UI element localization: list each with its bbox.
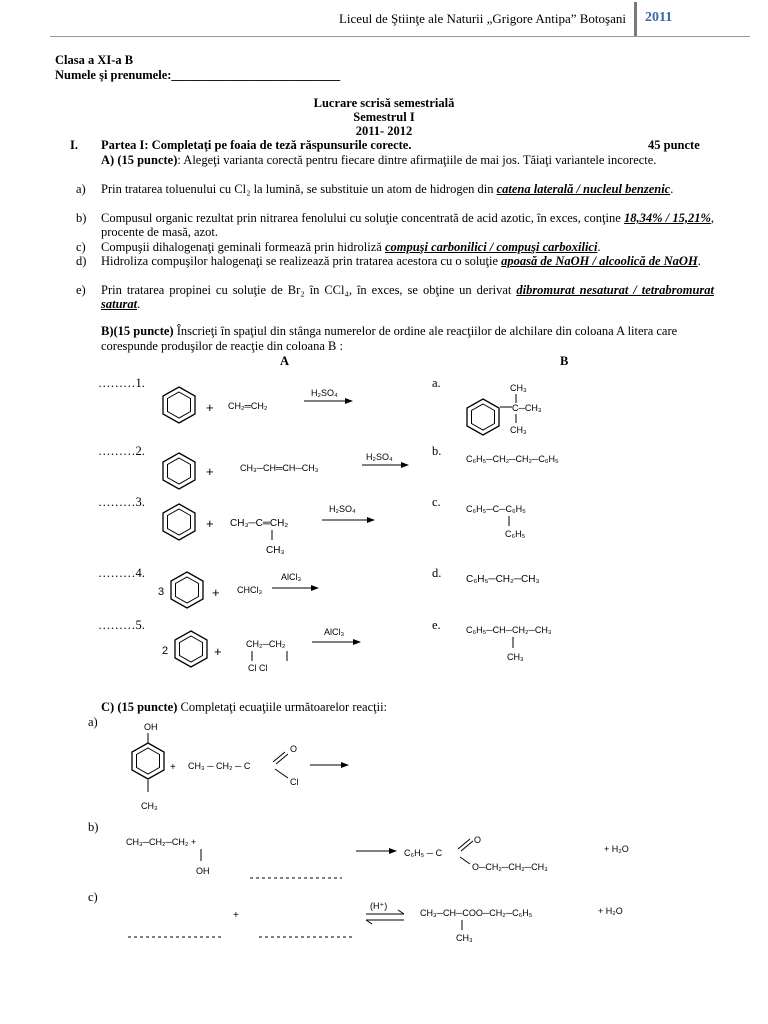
reaction-number: ………1. xyxy=(98,376,145,390)
catalyst-label: (H⁺) xyxy=(370,901,388,911)
reaction-number: ………2. xyxy=(98,444,145,458)
ester-product: CH₃─CH─COO─CH₂─C₆H₅ xyxy=(420,908,533,918)
column-b-header: B xyxy=(560,354,569,368)
reaction-number: ………4. xyxy=(98,566,145,580)
section-a-label: A) (15 puncte) xyxy=(101,153,178,167)
bond-line xyxy=(273,752,285,762)
equilibrium-arrow xyxy=(398,910,404,914)
product-c-sub: C₆H₅ xyxy=(505,529,526,539)
item-text: Hidroliza compuşilor halogenaţi se realizează prin tratarea acestora cu o soluţie xyxy=(101,254,502,268)
plus-sign: + xyxy=(206,400,214,415)
equilibrium-arrow xyxy=(366,920,372,924)
product-letter: d. xyxy=(432,566,442,580)
oxygen-label: O xyxy=(474,835,482,845)
item-answer: compuşi carbonilici / compuşi carboxilici xyxy=(384,240,598,254)
bond-line xyxy=(276,754,288,764)
coefficient: 2 xyxy=(162,645,169,657)
product-e-sub: CH₃ xyxy=(507,652,524,662)
plus-sign: + xyxy=(233,910,239,921)
plus-sign: + xyxy=(214,644,222,659)
oxygen-label: O xyxy=(290,744,298,754)
reagent-isobutene-methyl: CH₃ xyxy=(266,545,285,556)
item-tail: . xyxy=(597,240,601,254)
reagent-chlorines: Cl Cl xyxy=(248,663,268,673)
reagent-ethene: CH₂═CH₂ xyxy=(228,401,268,411)
catalyst-label: H₂SO₄ xyxy=(366,452,393,462)
product-a-top: CH₃ xyxy=(510,383,527,393)
acyl-chloride: CH₃ ─ CH₂ ─ C xyxy=(188,761,251,771)
product-letter: c. xyxy=(432,495,441,509)
item-answer: dibromurat nesaturat / tetrabromurat saturat xyxy=(101,283,714,311)
item-answer: catena laterală / nucleul benzenic xyxy=(496,182,671,196)
plus-sign: + xyxy=(206,464,214,479)
plus-sign: + xyxy=(206,516,214,531)
part-heading: Partea I: Completaţi pe foaia de teză răspunsurile corecte. xyxy=(101,138,412,152)
bond-line xyxy=(461,841,473,851)
item-tail: . xyxy=(137,297,141,311)
product-d: C₆H₅─CH₂─CH₃ xyxy=(466,574,540,585)
water-product: + H₂O xyxy=(604,844,629,854)
reagent-isobutene: CH₃─C═CH₂ xyxy=(230,518,289,529)
plus-sign: + xyxy=(212,585,220,600)
item-label: e) xyxy=(76,283,86,297)
methyl-label: CH₃ xyxy=(456,933,473,943)
benzene-ring xyxy=(467,399,499,435)
item-answer: apoasă de NaOH / alcoolică de NaOH xyxy=(501,254,698,268)
item-answer: 18,34% / 15,21% xyxy=(623,211,711,225)
item-text: Compusul organic rezultat prin nitrarea fenolului cu soluţie concentrată de acid azotic, în exces, conţine xyxy=(101,211,624,225)
part-number: I. xyxy=(70,138,78,152)
benzene-ring xyxy=(171,572,203,608)
item-label: d) xyxy=(76,254,87,268)
exam-title: Lucrare scrisă semestrială xyxy=(313,96,455,110)
reagent-chloroform: CHCl₃ xyxy=(237,585,263,595)
school-name: Liceul de Ştiinţe ale Naturii „Grigore Antipa” Botoşani xyxy=(338,11,626,26)
benzene-ring xyxy=(163,504,195,540)
header-year: 2011 xyxy=(645,10,673,25)
catalyst-label: AlCl₃ xyxy=(324,627,345,637)
section-a-text: : Alegeţi varianta corectă pentru fiecare dintre afirmaţiile de mai jos. Tăiaţi variantele incorecte. xyxy=(177,153,657,167)
ester-product: C₆H₅ ─ C xyxy=(404,848,443,858)
school-year: 2011- 2012 xyxy=(355,124,413,138)
bond-line xyxy=(460,857,470,864)
item-text: Prin tratarea propinei cu soluţie de Br₂ în CCl₄, în exces, se obţine un derivat xyxy=(101,283,517,297)
catalyst-label: H₂SO₄ xyxy=(329,504,356,514)
ester-chain: O─CH₂─CH₂─CH₃ xyxy=(472,862,548,872)
product-letter: e. xyxy=(432,618,441,632)
item-tail: . xyxy=(697,254,701,268)
benzene-ring xyxy=(163,387,195,423)
reagent-butene: CH₃─CH═CH─CH₃ xyxy=(240,463,319,473)
section-c-instruction xyxy=(101,700,387,715)
reagent-dichloroethane: CH₂─CH₂ xyxy=(246,639,286,649)
item-text: Compuşii dihalogenaţi geminali formează prin hidroliză xyxy=(101,240,385,254)
bond-line xyxy=(275,769,288,778)
item-label: c) xyxy=(76,240,86,254)
product-letter: a. xyxy=(432,376,441,390)
reaction-number: ………3. xyxy=(98,495,145,509)
item-label: a) xyxy=(76,182,86,196)
part-points: 45 puncte xyxy=(648,138,700,152)
name-field-label: Numele şi prenumele:___________________________ xyxy=(55,68,341,82)
reaction-label: b) xyxy=(88,820,99,834)
hydroxyl-label: OH xyxy=(196,866,210,876)
reaction-number: ………5. xyxy=(98,618,145,632)
reaction-label: a) xyxy=(88,715,98,729)
chlorine-label: Cl xyxy=(290,777,299,787)
bond-line xyxy=(458,839,470,849)
section-b-label: B)(15 puncte) xyxy=(101,324,174,338)
section-c-label: C) (15 puncte) xyxy=(101,700,178,714)
plus-sign: + xyxy=(170,762,176,773)
item-tail: , procente de masă, azot. xyxy=(101,211,714,239)
semester-title: Semestrul I xyxy=(353,110,415,124)
column-a-header: A xyxy=(280,354,290,368)
product-e: C₆H₅─CH─CH₂─CH₃ xyxy=(466,625,552,635)
item-text: Prin tratarea toluenului cu Cl₂ la lumină, se substituie un atom de hidrogen din xyxy=(101,182,497,196)
hydroxyl-label: OH xyxy=(144,722,158,732)
product-a-bottom: CH₃ xyxy=(510,425,527,435)
catalyst-label: H₂SO₄ xyxy=(311,388,338,398)
catalyst-label: AlCl₃ xyxy=(281,572,302,582)
section-b-text: Înscrieţi în spaţiul din stânga numerelor de ordine ale reacţiilor de alchilare din coloana A litera care corespunde produşilor de reacţie din coloana B : xyxy=(101,324,678,353)
benzene-ring xyxy=(175,631,207,667)
item-tail: . xyxy=(670,182,674,196)
product-letter: b. xyxy=(432,444,442,458)
reaction-label: c) xyxy=(88,890,98,904)
benzene-ring xyxy=(163,453,195,489)
propanol: CH₃─CH₂─CH₂ + xyxy=(126,837,197,847)
water-product: + H₂O xyxy=(598,906,623,916)
methyl-label: CH₃ xyxy=(141,801,158,811)
product-b: C₆H₅─CH₂─CH₂─C₆H₅ xyxy=(466,454,559,464)
section-c-text: Completaţi ecuaţiile următoarelor reacţii: xyxy=(177,700,388,714)
class-label: Clasa a XI-a B xyxy=(55,53,134,67)
product-a-mid: C─CH₃ xyxy=(512,403,542,413)
product-c: C₆H₅─C─C₆H₅ xyxy=(466,504,526,514)
coefficient: 3 xyxy=(158,586,165,598)
item-label: b) xyxy=(76,211,87,225)
benzene-ring xyxy=(132,743,164,779)
